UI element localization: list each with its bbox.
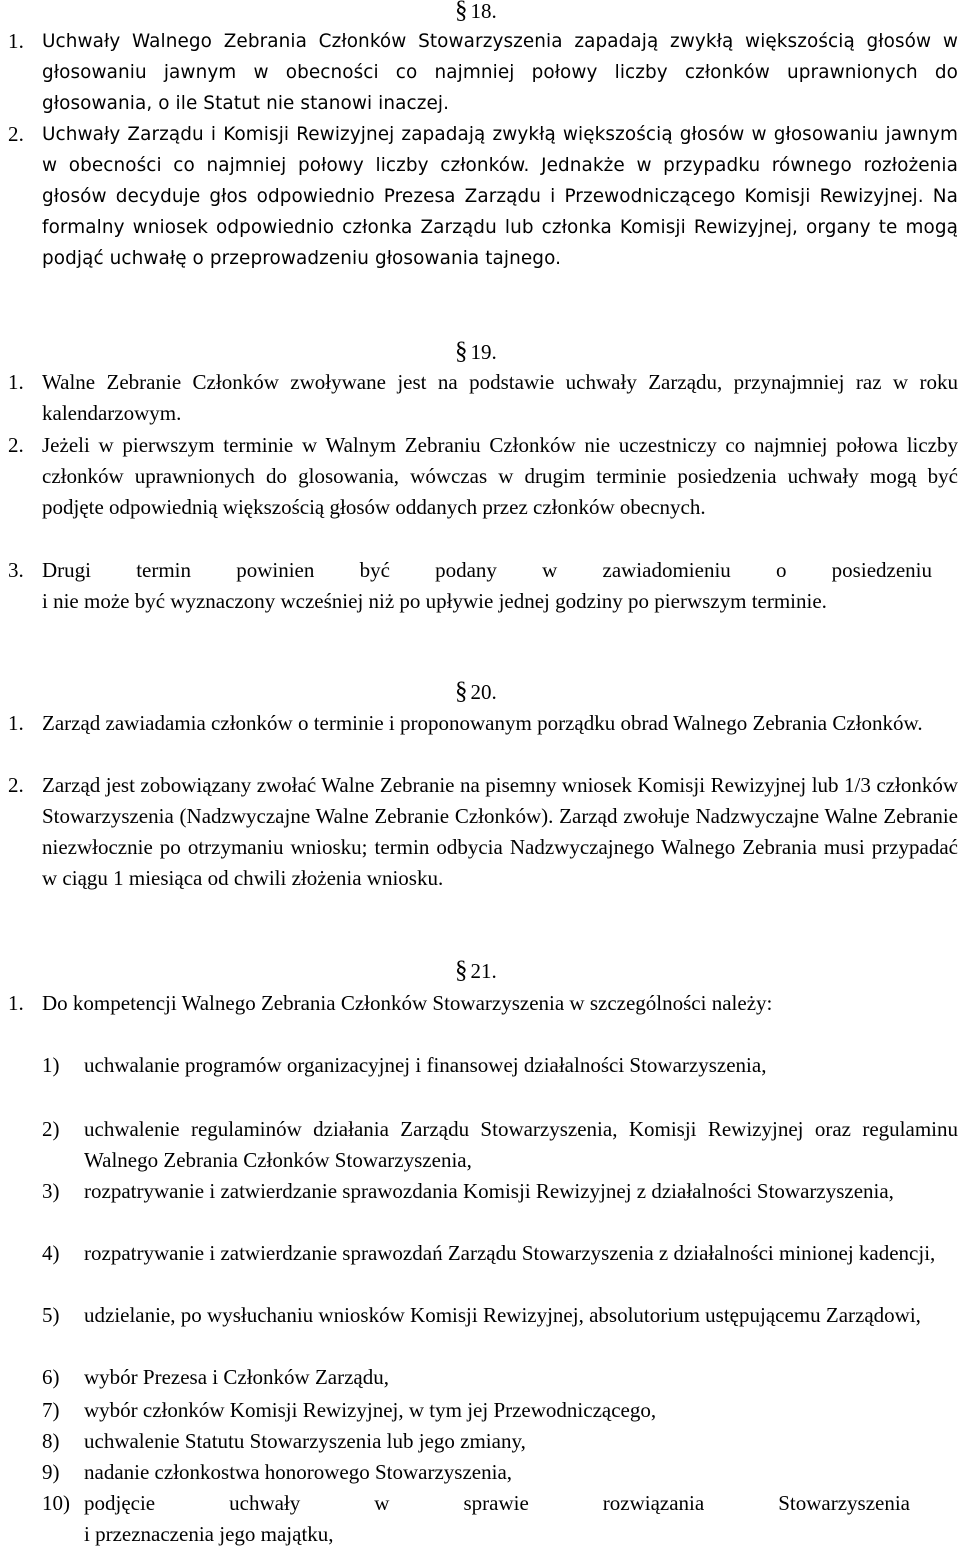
subitem-text: wybór członków Komisji Rewizyjnej, w tym jej Przewodniczącego, [84,1398,657,1422]
subitem-number: 10) [42,1491,70,1515]
item-text-line1: Drugi termin powinien być podany w zawiadomieniu o posiedzeniu [42,558,932,582]
subitem-number: 7) [42,1398,60,1422]
subitem-text: nadanie członkostwa honorowego Stowarzyszenia, [84,1460,513,1484]
subitem-number: 9) [42,1460,60,1484]
subitem-text: uchwalenie regulaminów działania Zarządu Stowarzyszenia, Komisji Rewizyjnej oraz regulaminu Walnego Zebrania Członków Stowarzyszenia, [84,1117,958,1172]
section-19-item-3 [8,555,958,617]
item-text: Zarząd zawiadamia członków o terminie i proponowanym porządku obrad Walnego Zebrania Członków. [42,711,923,735]
subitem-number: 2) [42,1117,60,1141]
subitem-number: 5) [42,1303,60,1327]
section-19-item-1 [8,367,958,429]
item-number: 2. [8,122,24,146]
subitem-text: udzielanie, po wysłuchaniu wniosków Komisji Rewizyjnej, absolutorium ustępującemu Zarządowi, [84,1303,921,1327]
section-number: 19. [470,340,497,364]
competence-item-2 [42,1114,958,1176]
item-number: 3. [8,558,24,582]
competence-item-9 [42,1457,958,1488]
section-20-item-1 [8,708,958,739]
section-18-item-1 [8,26,958,119]
competence-item-7 [42,1395,958,1426]
subitem-number: 4) [42,1241,60,1265]
competence-item-4 [42,1238,958,1269]
subitem-text-rest: i przeznaczenia jego majątku, [84,1522,334,1546]
item-text-rest: i nie może być wyznaczony wcześniej niż po upływie jednej godziny po pierwszym terminie. [42,589,827,613]
section-number: 18. [470,0,497,23]
section-19-item-2 [8,430,958,523]
section-heading-20 [455,679,497,705]
competence-item-6 [42,1362,958,1393]
item-text-block [42,555,932,617]
item-number: 1. [8,991,24,1015]
item-text: Do kompetencji Walnego Zebrania Członków Stowarzyszenia w szczególności należy: [42,991,773,1015]
item-number: 2. [8,433,24,457]
item-number: 1. [8,29,24,53]
section-heading-21 [455,958,497,984]
section-sign: § [455,957,468,984]
section-number: 21. [470,959,497,983]
item-text: Zarząd jest zobowiązany zwołać Walne Zebranie na pisemny wniosek Komisji Rewizyjnej lub 1/3 członków Stowarzyszenia (Nadzwyczajne Walne Zebranie Członków). Zarząd zwołuje Nadzwyczajne Walne Zebranie niezwłocznie po otrzymaniu wniosku; termin odbycia Nadzwyczajnego Walnego Zebrania musi przypadać w ciągu 1 miesiąca od chwili złożenia wniosku. [42,773,958,890]
item-number: 1. [8,370,24,394]
item-text: Uchwały Zarządu i Komisji Rewizyjnej zapadają zwykłą większością głosów w głosowaniu jawnym w obecności co najmniej połowy liczby członków. Jednakże w przypadku równego rozłożenia głosów decyduje głos odpowiednio Prezesa Zarządu i Przewodniczącego Komisji Rewizyjnej. Na formalny wniosek odpowiednio członka Zarządu lub członka Komisji Rewizyjnej, organy te mogą podjąć uchwałę o przeprowadzeniu głosowania tajnego. [42,124,958,269]
subitem-text: rozpatrywanie i zatwierdzanie sprawozdań Zarządu Stowarzyszenia z działalności minionej kadencji, [84,1241,936,1265]
competence-item-5 [42,1300,958,1331]
subitem-number: 3) [42,1179,60,1203]
section-heading-18 [455,0,497,24]
subitem-number: 6) [42,1365,60,1389]
subitem-text: uchwalanie programów organizacyjnej i finansowej działalności Stowarzyszenia, [84,1053,767,1077]
subitem-text-line1: podjęcie uchwały w sprawie rozwiązania Stowarzyszenia [84,1491,910,1515]
section-sign: § [455,678,468,705]
section-20-item-2 [8,770,958,894]
section-sign: § [455,0,468,24]
item-text: Uchwały Walnego Zebrania Członków Stowarzyszenia zapadają zwykłą większością głosów w głosowaniu jawnym w obecności co najmniej połowy liczby członków uprawnionych do głosowania, o ile Statut nie stanowi inaczej. [42,31,958,114]
section-heading-19 [455,339,497,365]
competence-item-1 [42,1050,958,1081]
item-number: 2. [8,773,24,797]
section-number: 20. [470,680,497,704]
subitem-number: 1) [42,1053,60,1077]
competence-item-8 [42,1426,958,1457]
subitem-text-block [84,1488,910,1550]
section-21-item-1 [8,988,958,1019]
item-text: Walne Zebranie Członków zwoływane jest na podstawie uchwały Zarządu, przynajmniej raz w roku kalendarzowym. [42,370,958,425]
item-number: 1. [8,711,24,735]
subitem-number: 8) [42,1429,60,1453]
subitem-text: rozpatrywanie i zatwierdzanie sprawozdania Komisji Rewizyjnej z działalności Stowarzyszenia, [84,1179,894,1203]
section-18-item-2 [8,119,958,274]
item-text: Jeżeli w pierwszym terminie w Walnym Zebraniu Członków nie uczestniczy co najmniej połowa liczby członków uprawnionych do glosowania, wówczas w drugim terminie posiedzenia uchwały mogą być podjęte odpowiednią większością głosów oddanych przez członków obecnych. [42,433,958,519]
section-sign: § [455,338,468,365]
competence-item-10 [42,1488,958,1550]
competence-item-3 [42,1176,958,1207]
subitem-text: wybór Prezesa i Członków Zarządu, [84,1365,389,1389]
subitem-text: uchwalenie Statutu Stowarzyszenia lub jego zmiany, [84,1429,526,1453]
